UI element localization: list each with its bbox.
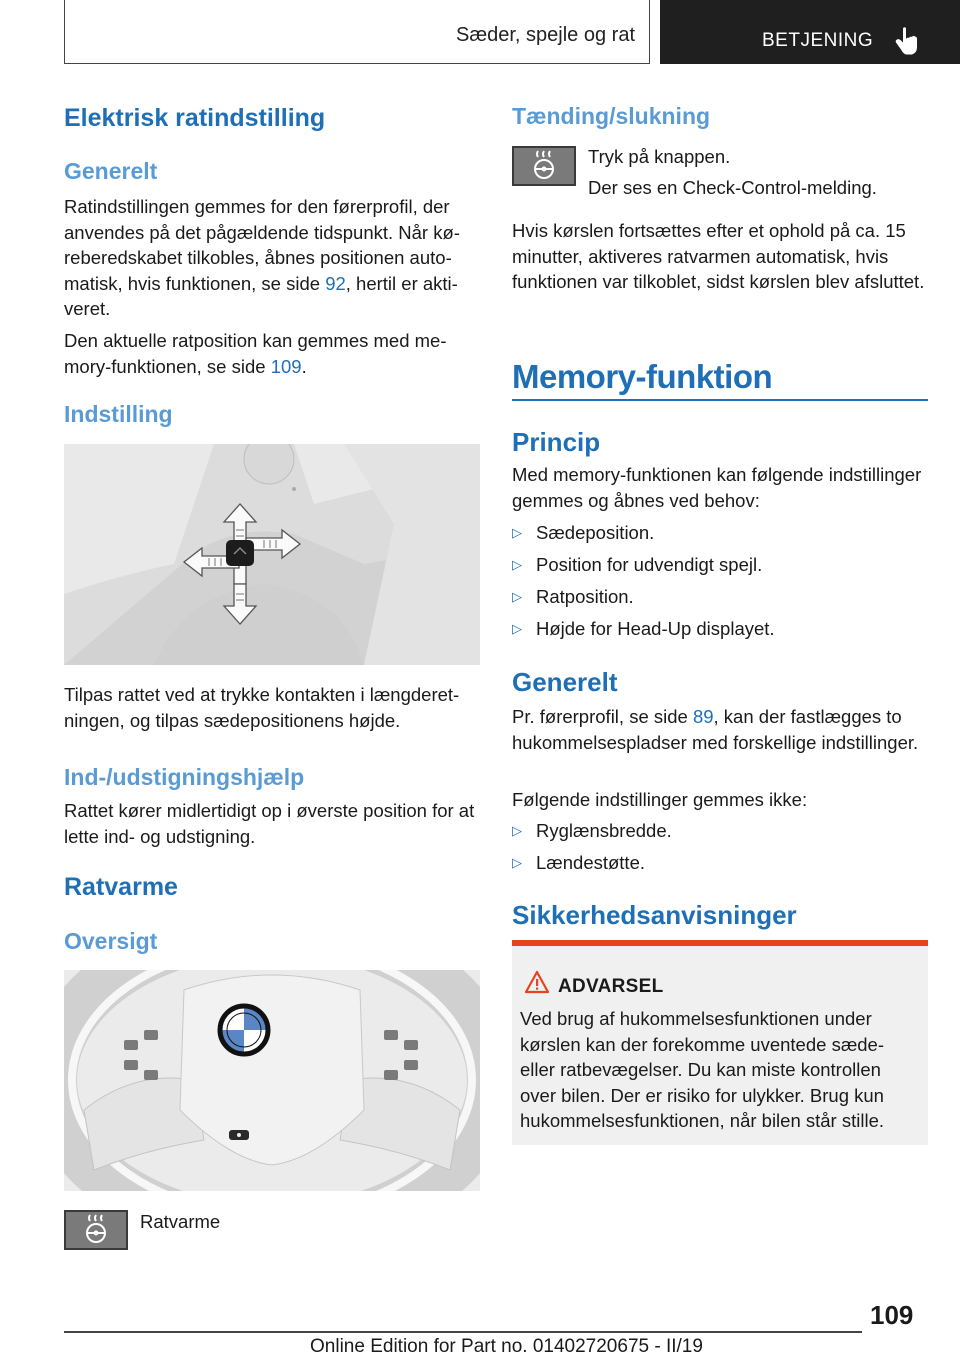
list-item: ▷ Ratposition.: [512, 586, 634, 607]
page-link-109[interactable]: 109: [270, 355, 302, 377]
heading-steering-heating: Ratvarme: [64, 873, 178, 901]
heading-principle: Princip: [512, 427, 601, 457]
paragraph-entry-assist: Rattet kører midlertidigt op i øverste position for at lette ind- og udstigning.: [64, 800, 475, 847]
heading-safety-notes: Sikkerhedsanvisninger: [512, 900, 797, 930]
heading-electric-steering-adjustment: Elektrisk ratindstilling: [64, 104, 326, 132]
heading-rule: [512, 399, 928, 401]
heading-on-off: Tænding/slukning: [512, 103, 711, 129]
heading-adjustment: Indstilling: [64, 401, 173, 427]
steering-wheel-illustration: [64, 970, 480, 1191]
heading-entry-assist: Ind-/udstigningshjælp: [64, 764, 305, 790]
list-item: ▷ Ryglænsbredde.: [512, 820, 672, 841]
header-frame: [64, 0, 650, 64]
paragraph-general-2: Den aktuelle ratposition kan gemmes med memory-funktionen, se side 109.: [64, 330, 447, 377]
page-link-89[interactable]: 89: [692, 706, 714, 727]
paragraph-on-off: Hvis kørslen fortsættes efter et ophold på ca. 15 minutter, aktiveres ratvarmen automatisk, hvis funktionen var tilkoblet, sidst kørslen blev afsluttet.: [512, 220, 925, 292]
heading-memory-function: Memory-funktion: [512, 358, 773, 395]
steering-heating-button-icon-small: [512, 146, 576, 186]
heading-overview: Oversigt: [64, 928, 158, 954]
steering-heating-button-icon: [64, 1210, 128, 1250]
steering-adjustment-illustration: [64, 444, 480, 665]
pointing-hand-icon: [894, 26, 920, 56]
paragraph-general-right: Pr. førerprofil, se side 89, kan der fastlægges to hukommelsespladser med forskellige indstillinger.: [512, 706, 919, 753]
heading-general-left: Generelt: [64, 158, 158, 184]
list-item: ▷ Sædeposition.: [512, 522, 655, 543]
instruction-check-control: Der ses en Check-Control-melding.: [588, 177, 877, 198]
warning-triangle-icon: [524, 970, 550, 994]
header-section-title: Sæder, spejle og rat: [456, 24, 635, 46]
list-item: ▷ Position for udvendigt spejl.: [512, 554, 763, 575]
paragraph-adjustment: Tilpas rattet ved at trykke kontakten i længderetningen, og tilpas sædepositionens højde.: [64, 684, 460, 731]
list-item: ▷ Lændestøtte.: [512, 852, 646, 873]
instruction-press-button: Tryk på knappen.: [588, 146, 731, 167]
footer-rule: [64, 1331, 862, 1333]
list-item: ▷ Højde for Head-Up displayet.: [512, 618, 775, 639]
paragraph-general-1: Ratindstillingen gemmes for den førerprofil, der anvendes på det pågældende tidspunkt. Når køreberedskabet tilkobles, åbnes positionen automatisk, hvis funktionen, se side 92, hertil er aktiveret.: [64, 196, 460, 319]
paragraph-principle: Med memory-funktionen kan følgende indstillinger gemmes og åbnes ved behov:: [512, 464, 922, 511]
header-chapter-title: BETJENING: [762, 30, 874, 51]
page-number: 109: [870, 1300, 914, 1330]
warning-title: ADVARSEL: [558, 976, 664, 997]
warning-text: Ved brug af hukommelsesfunktionen under kørslen kan der forekomme uventede sæde- eller ratbevægelser. Du kan miste kontrollen over bilen. Der er risiko for ulykker. Brug kun hukommelsesfunktionen, når bilen står stille.: [520, 1008, 885, 1131]
heading-general-right: Generelt: [512, 667, 618, 697]
page-link-92[interactable]: 92: [325, 272, 346, 294]
caption-steering-heating: Ratvarme: [140, 1211, 221, 1232]
paragraph-not-saved: Følgende indstillinger gemmes ikke:: [512, 789, 808, 810]
footer-edition: Online Edition for Part no. 01402720675 - II/19: [310, 1336, 703, 1357]
warning-box: [512, 940, 928, 1145]
